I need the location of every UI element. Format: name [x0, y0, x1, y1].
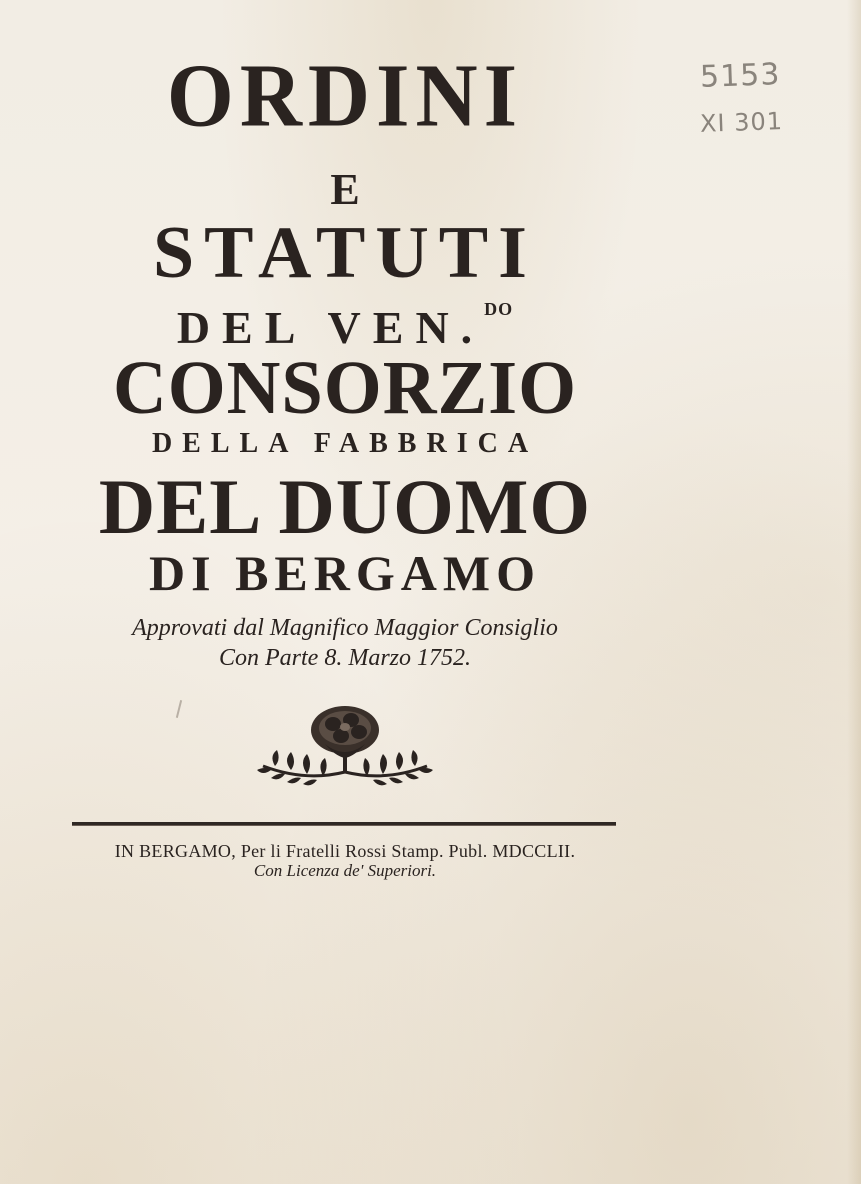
pencil-shelfmark-number: 5153: [699, 57, 781, 95]
imprint-license: Con Licenza de' Superiori.: [253, 861, 437, 880]
title-conjunction: E: [330, 165, 360, 214]
title-statuti: STATUTI: [153, 212, 537, 294]
stray-pen-mark: [176, 700, 182, 718]
title-del-venerando: [60, 300, 630, 351]
title-consorzio: CONSORZIO: [112, 346, 578, 430]
horizontal-rule: [72, 822, 616, 826]
subtitle-approval: Approvati dal Magnifico Maggior Consiglio: [132, 615, 558, 641]
title-della-fabbrica: DELLA FABBRICA: [151, 428, 539, 459]
title-ordini: ORDINI: [166, 44, 524, 146]
imprint-publisher: IN BERGAMO, Per li Fratelli Rossi Stamp. Publ. MDCCLII.: [114, 841, 576, 861]
title-di-bergamo: DI BERGAMO: [149, 545, 541, 601]
title-del-duomo: DEL DUOMO: [98, 463, 592, 550]
pencil-shelfmark-code: XI 301: [699, 107, 784, 138]
title-del-ven-superscript: DO: [484, 299, 514, 319]
title-del-ven-text: DEL VEN.: [176, 302, 485, 353]
subtitle-date: Con Parte 8. Marzo 1752.: [219, 645, 471, 671]
floral-ornament-icon: [255, 700, 435, 790]
